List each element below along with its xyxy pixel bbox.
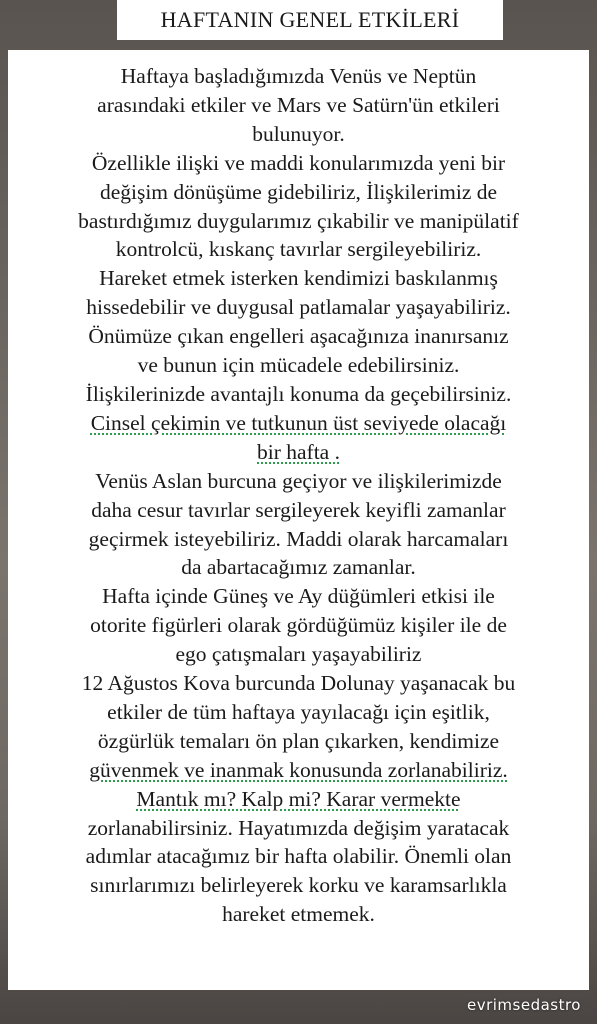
underlined-text: Cinsel çekimin ve tutkunun üst seviyede olacağı [90,410,507,435]
text-line: İlişkilerinizde avantajlı konuma da geçebilirsiniz. [85,381,512,406]
text-line: ve bunun için mücadele edebilirsiniz. [137,353,460,378]
text-line: zorlanabilirsiniz. Hayatımızda değişim yaratacak [87,815,510,840]
text-line: Venüs Aslan burcuna geçiyor ve ilişkilerimizde [95,468,502,493]
text-line: Haftaya başladığımızda Venüs ve Neptün [120,64,477,88]
text-line: değişim dönüşüme gidebiliriz, İlişkilerimiz de [99,179,498,204]
text-line: ego çatışmaları yaşayabiliriz [175,642,422,667]
text-line: daha cesur tavırlar sergileyerek keyifli zamanlar [91,497,506,522]
text-line: hissedebilir ve duygusal patlamalar yaşayabiliriz. [86,295,511,320]
text-line: bastırdığımız duygularımız çıkabilir ve manipülatif [78,208,519,233]
text-line: da abartacağımız zamanlar. [181,555,416,580]
author-handle: evrimsedastro [466,996,581,1014]
body-text [8,62,589,929]
text-line: arasındaki etkiler ve Mars ve Satürn'ün etkileri [97,92,500,117]
text-line-underlined [8,756,589,785]
text-line: özgürlük temaları ön plan çıkarken, kendimize [97,728,500,753]
underlined-text: Mantık mı? Kalp mi? Karar vermekte [136,786,461,811]
text-line: Hareket etmek isterken kendimizi baskılanmış [99,266,498,291]
underlined-text: güvenmek ve inanmak konusunda zorlanabiliriz. [89,757,508,782]
text-line-underlined [8,438,589,467]
text-line: Özellikle ilişki ve maddi konularımızda yeni bir [91,150,506,175]
text-line: otorite figürleri olarak gördüğümüz kişiler ile de [90,613,507,638]
underlined-text: bir hafta . [257,439,340,464]
text-line: kontrolcü, kıskanç tavırlar sergileyebiliriz. [115,237,482,262]
title-banner [117,0,503,40]
text-line: sınırlarımızı belirleyerek korku ve karamsarlıkla [90,873,507,898]
text-line: adımlar atacağımız bir hafta olabilir. Önemli olan [85,844,512,869]
text-line-underlined [8,785,589,814]
text-line: etkiler de tüm haftaya yayılacağı için eşitlik, [107,699,490,724]
text-line: bulunuyor. [252,121,345,146]
text-line: Hafta içinde Güneş ve Ay düğümleri etkisi ile [102,584,495,609]
text-line: hareket etmemek. [222,902,375,927]
text-line: Önümüze çıkan engelleri aşacağınıza inanırsanız [88,324,509,349]
text-line: 12 Ağustos Kova burcunda Dolunay yaşanacak bu [81,671,516,696]
text-line: geçirmek isteyebiliriz. Maddi olarak harcamaları [88,526,509,551]
text-line-underlined [8,409,589,438]
page-title: HAFTANIN GENEL ETKİLERİ [160,7,460,32]
